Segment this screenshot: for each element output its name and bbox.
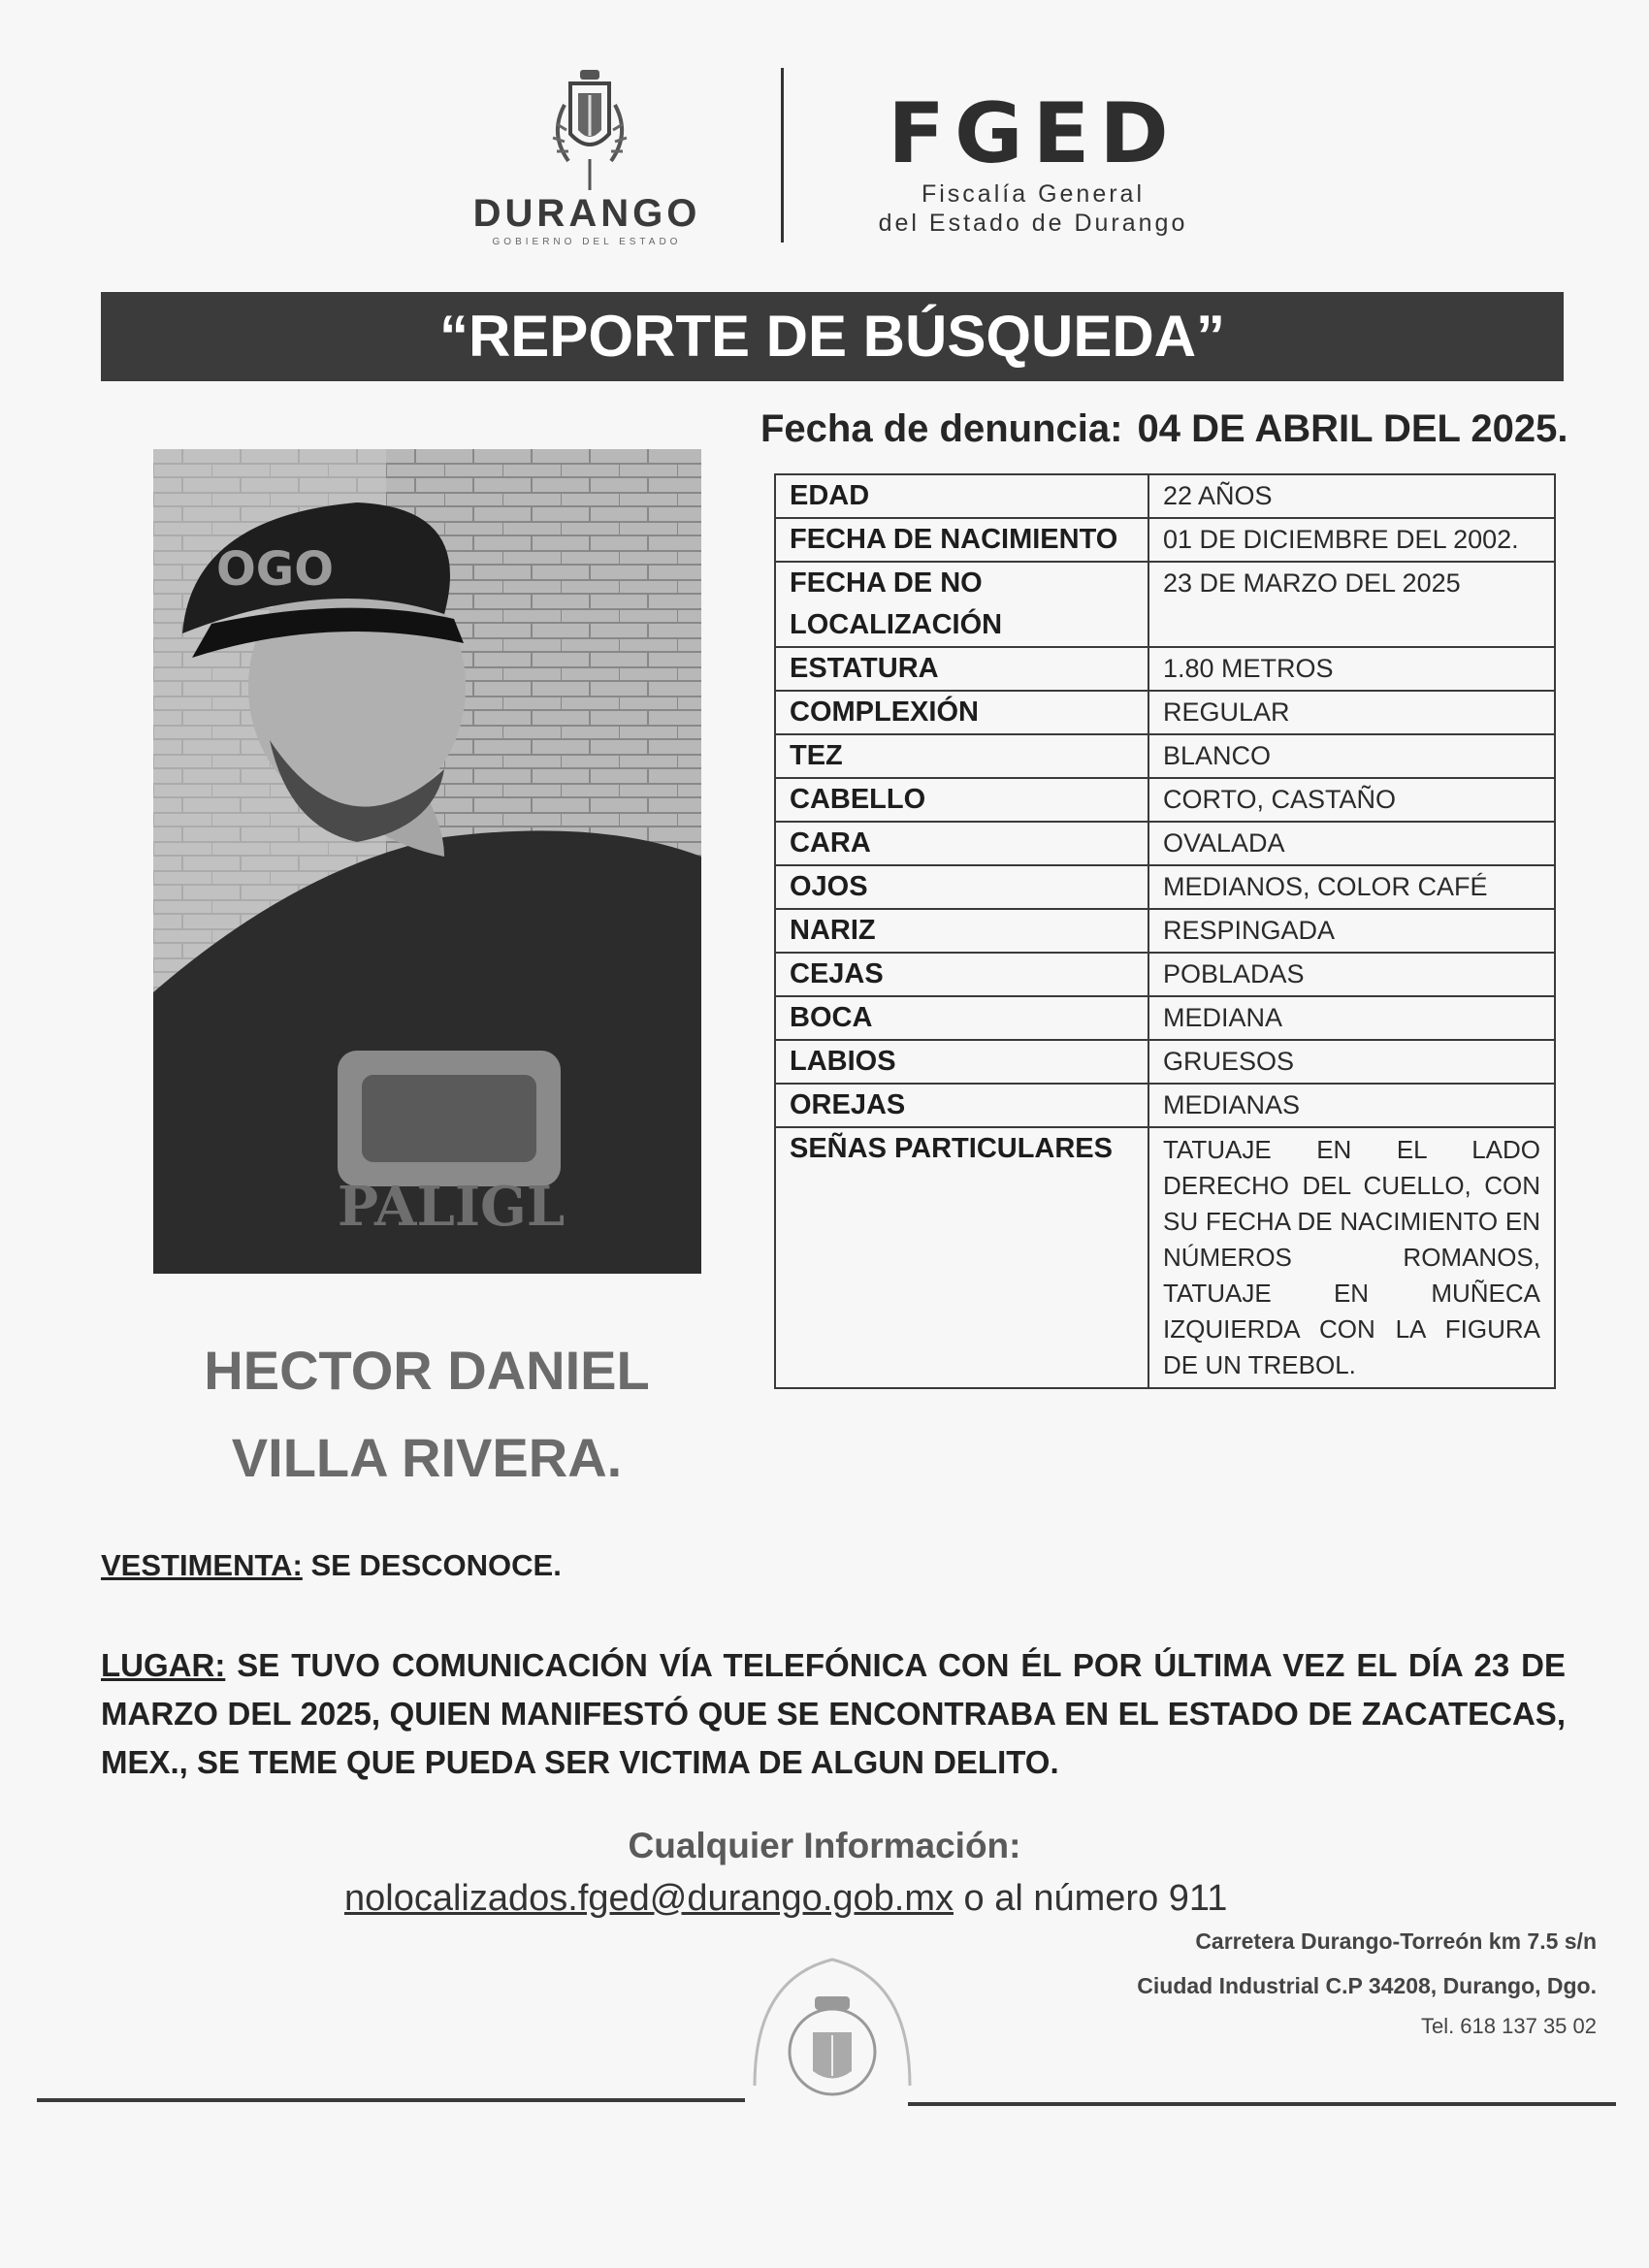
complaint-date-label: Fecha de denuncia: [760, 407, 1123, 450]
footer-rule-left [37, 2098, 745, 2102]
row-value: 23 DE MARZO DEL 2025 [1148, 562, 1555, 647]
svg-text:OGO: OGO [216, 542, 335, 597]
row-key: OREJAS [775, 1084, 1148, 1127]
table-row [775, 1084, 1555, 1127]
row-value: BLANCO [1148, 734, 1555, 778]
row-key: BOCA [775, 996, 1148, 1040]
place-info [101, 1641, 1566, 1787]
address-line1: Carretera Durango-Torreón km 7.5 s/n [1195, 1928, 1597, 1954]
table-row [775, 1040, 1555, 1084]
row-key: SEÑAS PARTICULARES [775, 1127, 1148, 1388]
durango-wordmark: DURANGO [472, 192, 701, 235]
missing-person-photo [153, 449, 701, 1274]
row-key: CEJAS [775, 953, 1148, 996]
contact-email-link[interactable]: nolocalizados.fged@durango.gob.mx [344, 1878, 954, 1919]
row-key: CABELLO [775, 778, 1148, 822]
place-value: SE TUVO COMUNICACIÓN VÍA TELEFÓNICA CON ÉL POR ÚLTIMA VEZ EL DÍA 23 DE MARZO DEL 2025, QUIEN MANIFESTÓ QUE SE ENCONTRABA EN EL ESTADO DE ZACATECAS, MEX., SE TEME QUE PUEDA SER VICTIMA DE ALGUN DELITO. [101, 1647, 1566, 1780]
header-divider [781, 68, 784, 243]
fged-subtitle-line1: Fiscalía General [921, 180, 1146, 208]
table-row [775, 865, 1555, 909]
clothing-label: VESTIMENTA: [101, 1548, 303, 1582]
table-row [775, 996, 1555, 1040]
place-label: LUGAR: [101, 1647, 226, 1683]
table-row [775, 562, 1555, 647]
durango-logo [456, 66, 718, 250]
row-value: GRUESOS [1148, 1040, 1555, 1084]
person-details-table [774, 473, 1556, 1389]
table-row [775, 909, 1555, 953]
durango-crest-icon [543, 66, 636, 194]
contact-heading: Cualquier Información: [628, 1826, 1021, 1865]
fged-subtitle-line2: del Estado de Durango [878, 210, 1188, 237]
fged-seal-icon [745, 1940, 920, 2115]
row-value: CORTO, CASTAÑO [1148, 778, 1555, 822]
row-value: POBLADAS [1148, 953, 1555, 996]
contact-phone: o al número 911 [963, 1878, 1228, 1919]
row-value: 1.80 METROS [1148, 647, 1555, 691]
table-row [775, 647, 1555, 691]
report-title-banner: “REPORTE DE BÚSQUEDA” [101, 292, 1564, 381]
address-line2: Ciudad Industrial C.P 34208, Durango, Dgo. [1137, 1973, 1597, 1998]
row-value: MEDIANA [1148, 996, 1555, 1040]
row-value: 01 DE DICIEMBRE DEL 2002. [1148, 518, 1555, 562]
fged-wordmark: FGED [888, 85, 1179, 182]
row-key: ESTATURA [775, 647, 1148, 691]
table-row [775, 822, 1555, 865]
row-value: MEDIANAS [1148, 1084, 1555, 1127]
table-row [775, 474, 1555, 518]
table-row [775, 953, 1555, 996]
row-key: TEZ [775, 734, 1148, 778]
complaint-date [757, 407, 1568, 451]
row-value: 22 AÑOS [1148, 474, 1555, 518]
clothing-info [101, 1548, 562, 1583]
row-key: EDAD [775, 474, 1148, 518]
person-photo-icon [153, 449, 701, 1274]
row-key: FECHA DE NO LOCALIZACIÓN [775, 562, 1148, 647]
footer-rule-right [908, 2102, 1616, 2106]
address-phone: Tel. 618 137 35 02 [1420, 2014, 1597, 2038]
row-value: TATUAJE EN EL LADO DERECHO DEL CUELLO, CON SU FECHA DE NACIMIENTO EN NÚMEROS ROMANOS, TATUAJE EN MUÑECA IZQUIERDA CON LA FIGURA DE UN TREBOL. [1148, 1127, 1555, 1388]
row-value: REGULAR [1148, 691, 1555, 734]
svg-text:PALIGL: PALIGL [338, 1175, 566, 1239]
table-row [775, 518, 1555, 562]
table-row [775, 1127, 1555, 1388]
row-key: CARA [775, 822, 1148, 865]
person-name-line1: HECTOR DANIEL [204, 1340, 650, 1401]
clothing-value: SE DESCONOCE. [310, 1548, 562, 1582]
person-name-line2: VILLA RIVERA. [231, 1427, 623, 1488]
durango-subtitle: GOBIERNO DEL ESTADO [492, 237, 682, 247]
row-key: NARIZ [775, 909, 1148, 953]
table-row [775, 734, 1555, 778]
row-key: FECHA DE NACIMIENTO [775, 518, 1148, 562]
row-value: OVALADA [1148, 822, 1555, 865]
row-key: COMPLEXIÓN [775, 691, 1148, 734]
row-key: LABIOS [775, 1040, 1148, 1084]
row-value: MEDIANOS, COLOR CAFÉ [1148, 865, 1555, 909]
contact-line [344, 1878, 1227, 1920]
complaint-date-value: 04 DE ABRIL DEL 2025. [1137, 407, 1568, 450]
table-row [775, 691, 1555, 734]
table-row [775, 778, 1555, 822]
row-key: OJOS [775, 865, 1148, 909]
row-value: RESPINGADA [1148, 909, 1555, 953]
